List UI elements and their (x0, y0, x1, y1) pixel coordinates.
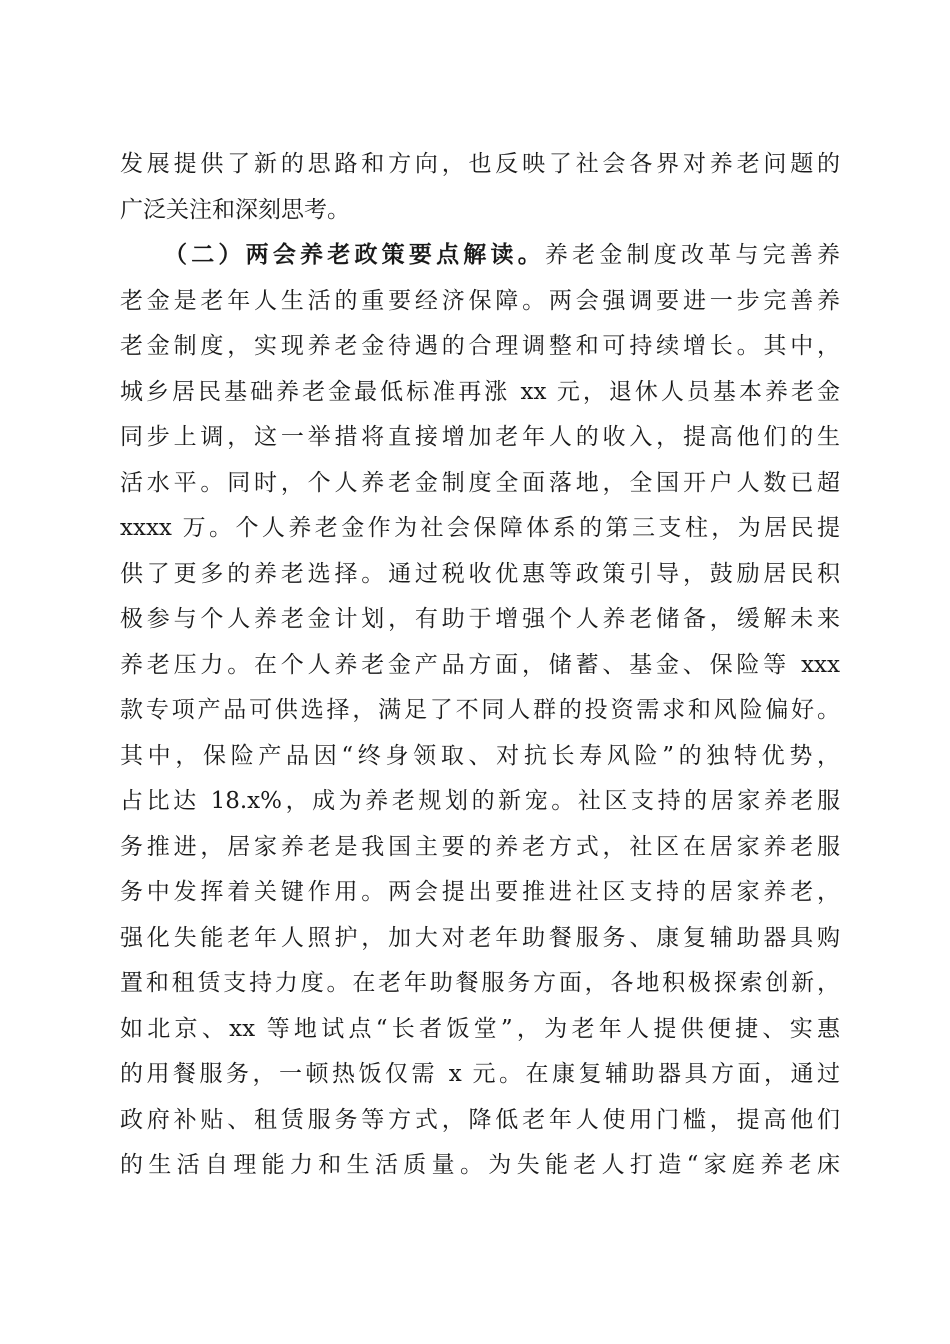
text-line: 广泛关注和深刻思考。 (120, 196, 350, 223)
text-line: 养老压力。在个人养老金产品方面，储蓄、基金、保险等 xxx (120, 651, 840, 678)
text-line: 强化失能老年人照护，加大对老年助餐服务、康复辅助器具购 (120, 924, 840, 951)
text-line: 老金制度，实现养老金待遇的合理调整和可持续增长。其中， (120, 333, 840, 359)
text-line: 的用餐服务，一顿热饭仅需 x 元。在康复辅助器具方面，通过 (120, 1061, 840, 1087)
text-line: 政府补贴、租赁服务等方式，降低老年人使用门槛，提高他们 (120, 1106, 840, 1133)
text-line: 活水平。同时，个人养老金制度全面落地，全国开户人数已超 (120, 469, 840, 496)
text-line: 发展提供了新的思路和方向，也反映了社会各界对养老问题的 (120, 151, 840, 177)
text-line: 如北京、xx 等地试点“长者饭堂”，为老年人提供便捷、实惠 (120, 1015, 840, 1042)
text-span: 养老金制度改革与完善养 (544, 242, 840, 268)
body-text (120, 142, 840, 1189)
text-line: xxxx 万。个人养老金作为社会保障体系的第三支柱，为居民提 (120, 515, 840, 541)
text-line: 款专项产品可供选择，满足了不同人群的投资需求和风险偏好。 (120, 697, 840, 723)
text-line: 置和租赁支持力度。在老年助餐服务方面，各地积极探索创新， (120, 970, 840, 996)
text-line: 的生活自理能力和生活质量。为失能老人打造“家庭养老床 (120, 1152, 840, 1178)
text-line: 城乡居民基础养老金最低标准再涨 xx 元，退休人员基本养老金 (120, 378, 840, 405)
heading-line (120, 233, 840, 279)
text-line: 务中发挥着关键作用。两会提出要推进社区支持的居家养老， (120, 879, 840, 905)
text-line: 占比达 18.x%，成为养老规划的新宠。社区支持的居家养老服 (120, 788, 840, 814)
text-line: 极参与个人养老金计划，有助于增强个人养老储备，缓解未来 (120, 606, 840, 632)
text-line: 务推进，居家养老是我国主要的养老方式，社区在居家养老服 (120, 833, 840, 860)
text-line: 同步上调，这一举措将直接增加老年人的收入，提高他们的生 (120, 424, 840, 450)
section-heading: （二）两会养老政策要点解读。 (164, 242, 545, 268)
text-line: 其中，保险产品因“终身领取、对抗长寿风险”的独特优势， (120, 742, 840, 769)
text-line: 老金是老年人生活的重要经济保障。两会强调要进一步完善养 (120, 287, 840, 314)
text-line: 供了更多的养老选择。通过税收优惠等政策引导，鼓励居民积 (120, 560, 840, 587)
